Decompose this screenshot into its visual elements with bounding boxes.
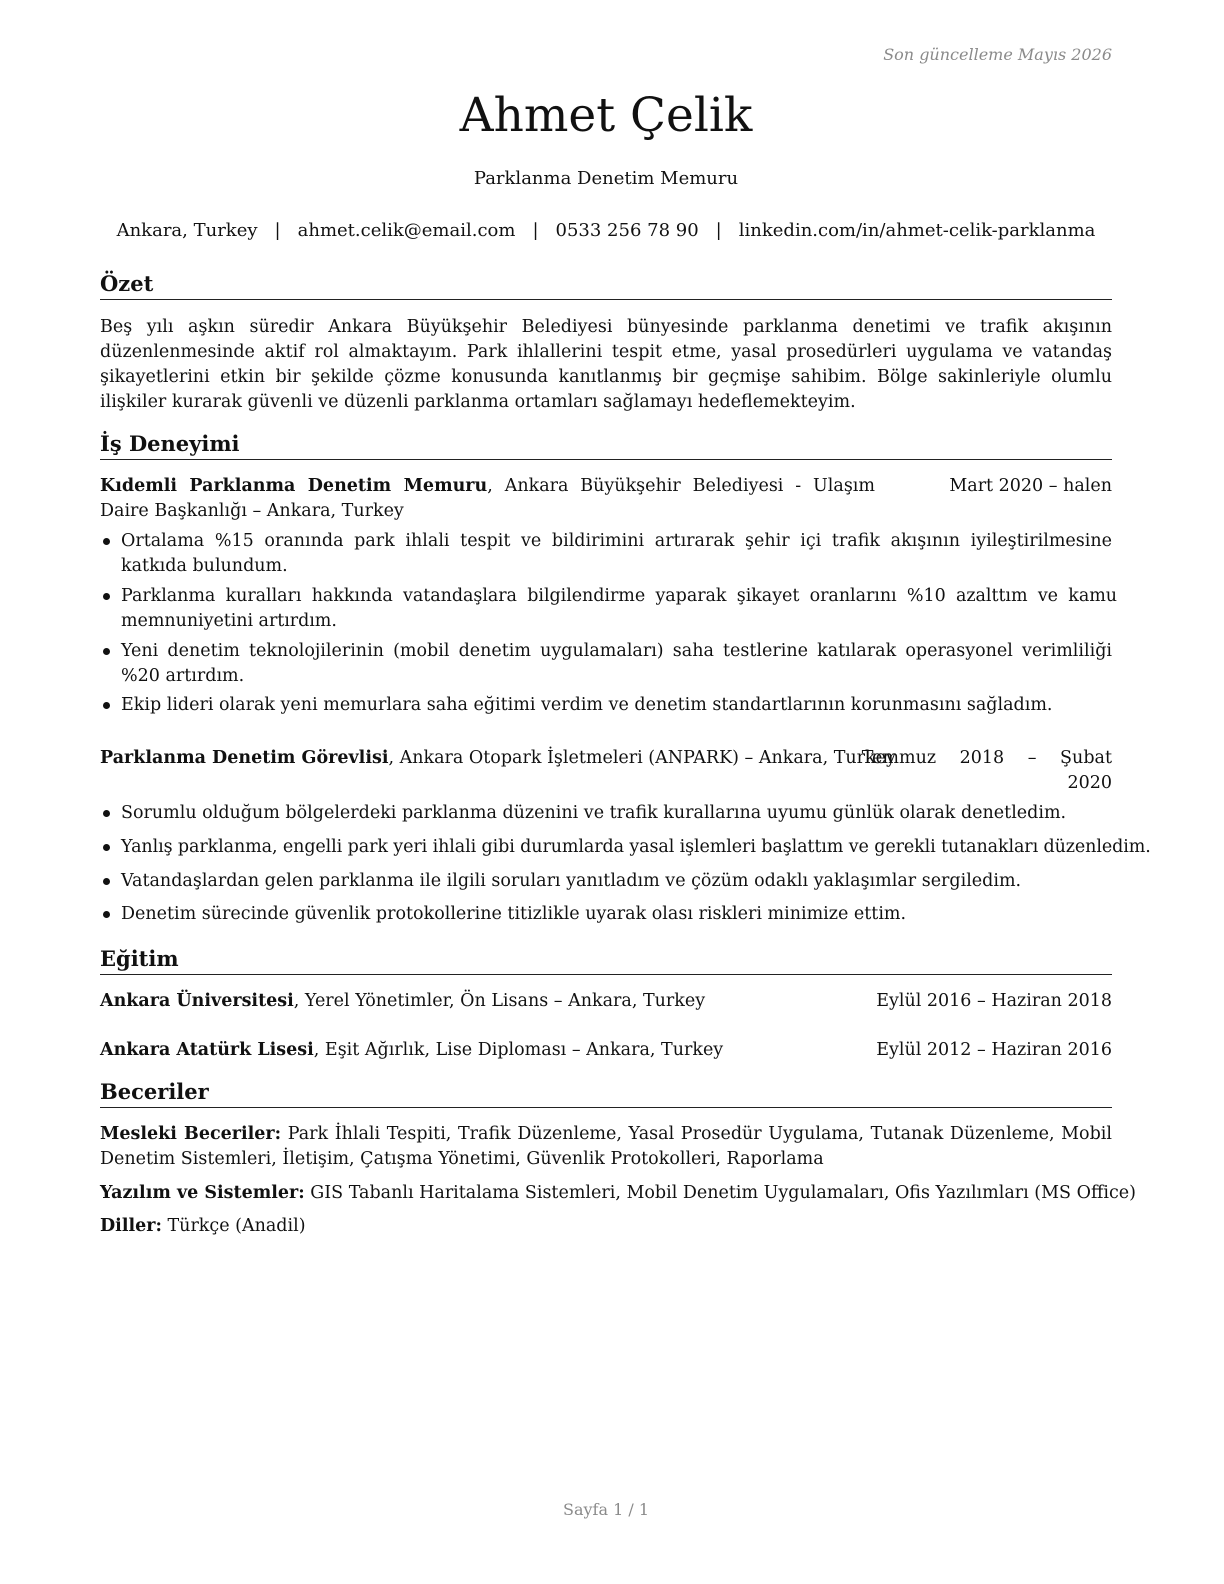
- skills-value: Park İhlali Tespiti, Trafik Düzenleme, Yasal Prosedür Uygulama, Tutanak Düzenleme, Mobil Denetim Sistemleri, İletişim, Çatışma Yönetimi, Güvenlik Protokolleri, Raporlama: [100, 1124, 1112, 1169]
- list-item: Yanlış parklanma, engelli park yeri ihlali gibi durumlarda yasal işlemleri başlattım ve gerekli tutanakları düzenledim.: [100, 835, 1118, 860]
- education-school: Ankara Üniversitesi: [100, 991, 294, 1011]
- job-dates-continued: 2020: [1067, 773, 1112, 793]
- summary-text: Beş yılı aşkın süredir Ankara Büyükşehir Belediyesi bünyesinde parklanma denetimi ve trafik akışının düzenlenmesinde aktif rol almaktayım. Park ihlallerini tespit etme, yasal prosedürleri uygulama ve vatandaş şikayetlerini etkin bir şekilde çözme konusunda kanıtlanmış bir geçmişe sahibim. Bölge sakinleriyle olumlu ilişkiler kurarak güvenli ve düzenli parklanma ortamları sağlamayı hedeflemekteyim.: [100, 317, 1112, 412]
- section-heading-summary: Özet: [100, 270, 1112, 300]
- list-item: Vatandaşlardan gelen parklanma ile ilgili soruları yanıtladım ve çözüm odaklı yaklaşımlar sergiledim.: [100, 869, 1112, 894]
- skills-languages: [100, 1214, 1112, 1239]
- list-item: Ekip lideri olarak yeni memurlara saha eğitimi verdim ve denetim standartlarının korunmasını sağladım.: [100, 693, 1112, 718]
- contact-linkedin[interactable]: linkedin.com/in/ahmet-celik-parklanma: [738, 220, 1096, 241]
- skills-label: Diller:: [100, 1216, 162, 1236]
- section-heading-skills: Beceriler: [100, 1078, 1112, 1108]
- job-org: , Ankara Otopark İşletmeleri (ANPARK) – Ankara, Turkey: [388, 748, 896, 768]
- job-role: Parklanma Denetim Görevlisi: [100, 748, 389, 768]
- list-item: Yeni denetim teknolojilerinin (mobil denetim uygulamaları) saha testlerine katılarak operasyonel verimliliği %20 artırdım.: [100, 639, 1112, 689]
- contact-email[interactable]: ahmet.celik@email.com: [297, 220, 516, 241]
- contact-separator: |: [715, 220, 722, 241]
- list-item: Denetim sürecinde güvenlik protokollerine titizlikle uyarak olası riskleri minimize ettim.: [100, 902, 1112, 927]
- skills-label: Mesleki Beceriler:: [100, 1124, 282, 1144]
- job-dates: Mart 2020 – halen: [949, 476, 1112, 496]
- list-item: Sorumlu olduğum bölgelerdeki parklanma düzenini ve trafik kurallarına uyumu günlük olarak denetledim.: [100, 801, 1112, 826]
- person-name: Ahmet Çelik: [459, 88, 753, 143]
- contact-separator: |: [532, 220, 539, 241]
- contact-separator: |: [274, 220, 281, 241]
- job-dates: Temmuz 2018 – Şubat: [861, 748, 1112, 768]
- education-detail: , Yerel Yönetimler, Ön Lisans – Ankara, Turkey: [293, 991, 706, 1011]
- section-heading-experience: İş Deneyimi: [100, 430, 1112, 460]
- skills-label: Yazılım ve Sistemler:: [100, 1183, 305, 1203]
- list-item: Ortalama %15 oranında park ihlali tespit ve bildirimini artırarak şehir içi trafik akışının iyileştirilmesine katkıda bulundum.: [100, 529, 1112, 579]
- skills-value: GIS Tabanlı Haritalama Sistemleri, Mobil Denetim Uygulamaları, Ofis Yazılımları (MS Office): [304, 1183, 1136, 1203]
- contact-phone: 0533 256 78 90: [555, 220, 699, 241]
- job-role: Kıdemli Parklanma Denetim Memuru: [100, 476, 488, 496]
- job-role-org: [100, 746, 896, 771]
- section-heading-education: Eğitim: [100, 945, 1112, 975]
- job-title: Parklanma Denetim Memuru: [473, 168, 739, 189]
- education-detail: , Eşit Ağırlık, Lise Diploması – Ankara, Turkey: [313, 1040, 724, 1060]
- skills-software: [100, 1181, 1136, 1206]
- skills-value: Türkçe (Anadil): [161, 1216, 306, 1236]
- list-item: Parklanma kuralları hakkında vatandaşlara bilgilendirme yaparak şikayet oranlarını %10 azalttım ve kamu memnuniyetini artırdım.: [100, 584, 1117, 634]
- contact-location: Ankara, Turkey: [116, 220, 258, 241]
- education-school-detail: [100, 1038, 723, 1063]
- last-updated: Son güncelleme Mayıs 2026: [883, 45, 1112, 64]
- resume-page: [100, 0, 1151, 1584]
- job-org: , Ankara Büyükşehir Belediyesi - Ulaşım Daire Başkanlığı – Ankara, Turkey: [100, 476, 875, 521]
- job-role-org: [100, 474, 875, 524]
- skills-professional: [100, 1122, 1112, 1172]
- education-school-detail: [100, 989, 705, 1014]
- education-school: Ankara Atatürk Lisesi: [100, 1040, 314, 1060]
- page-number: Sayfa 1 / 1: [562, 1500, 649, 1519]
- education-dates: Eylül 2012 – Haziran 2016: [876, 1040, 1112, 1060]
- contact-line: [100, 219, 1112, 243]
- education-dates: Eylül 2016 – Haziran 2018: [876, 991, 1112, 1011]
